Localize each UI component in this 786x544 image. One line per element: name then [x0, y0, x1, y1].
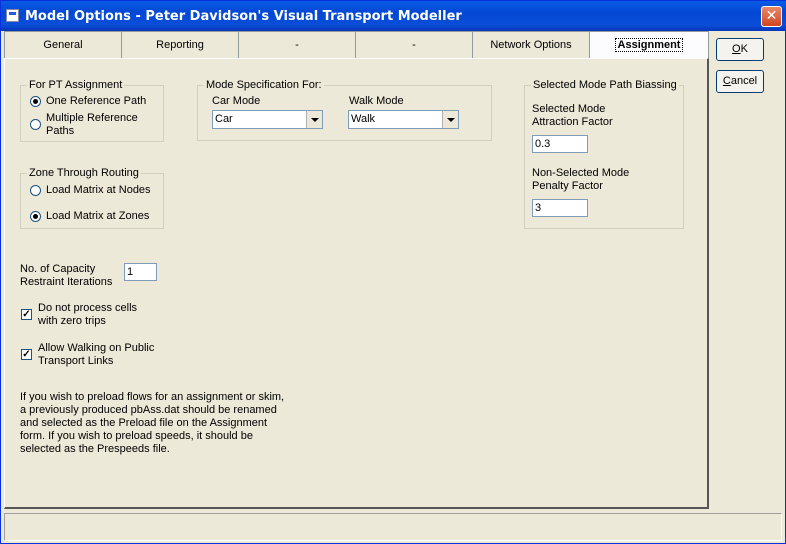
status-bar: [4, 513, 782, 541]
tab-blank-1[interactable]: [238, 31, 356, 59]
attraction-factor-label-2: Attraction Factor: [532, 116, 613, 128]
chevron-down-icon[interactable]: [306, 111, 322, 128]
penalty-factor-input[interactable]: 3: [532, 199, 588, 217]
car-mode-value: Car: [215, 113, 233, 125]
zone-routing-legend: Zone Through Routing: [29, 167, 139, 179]
zero-trips-label-2: with zero trips: [38, 315, 106, 327]
close-icon: ✕: [765, 8, 778, 24]
ok-label: OK: [732, 43, 748, 55]
one-reference-path-label: One Reference Path: [46, 95, 147, 107]
mode-spec-legend: Mode Specification For:: [206, 79, 322, 91]
multiple-reference-paths-radio[interactable]: [30, 119, 41, 130]
capacity-label-1: No. of Capacity: [20, 263, 96, 275]
load-matrix-zones-label: Load Matrix at Zones: [46, 210, 150, 222]
car-mode-select[interactable]: [212, 110, 323, 129]
penalty-factor-label-1: Non-Selected Mode: [532, 167, 630, 179]
zero-trips-label-1: Do not process cells: [38, 302, 138, 314]
tab-label: General: [43, 39, 83, 51]
tab-network-options[interactable]: [472, 31, 590, 59]
walk-mode-label: Walk Mode: [349, 95, 404, 107]
capacity-label-2: Restraint Iterations: [20, 276, 113, 288]
tab-label: Assignment: [615, 38, 684, 52]
attraction-factor-input[interactable]: 0.3: [532, 135, 588, 153]
tab-label: Reporting: [156, 39, 204, 51]
ok-button[interactable]: [716, 38, 764, 61]
penalty-factor-label-2: Penalty Factor: [532, 180, 603, 192]
path-biassing-legend: Selected Mode Path Biassing: [533, 79, 677, 91]
note-line-2: a previously produced pbAss.dat should be renamed: [20, 404, 277, 416]
tab-assignment[interactable]: [589, 31, 709, 59]
cancel-button[interactable]: [716, 70, 764, 93]
load-matrix-nodes-radio[interactable]: [30, 185, 41, 196]
walk-mode-value: Walk: [351, 113, 376, 125]
zero-trips-checkbox[interactable]: [21, 309, 32, 320]
tab-reporting[interactable]: [121, 31, 239, 59]
multiple-reference-paths-label-1: Multiple Reference: [46, 112, 138, 124]
chevron-down-icon[interactable]: [442, 111, 458, 128]
allow-walking-checkbox[interactable]: [21, 349, 32, 360]
note-line-1: If you wish to preload flows for an assignment or skim,: [20, 391, 285, 403]
allow-walking-label-2: Transport Links: [38, 355, 114, 367]
load-matrix-nodes-label: Load Matrix at Nodes: [46, 184, 151, 196]
tab-label: -: [295, 39, 299, 51]
cancel-label: Cancel: [722, 75, 758, 87]
check-icon: ✓: [22, 309, 31, 320]
one-reference-path-radio[interactable]: [30, 96, 41, 107]
attraction-factor-label-1: Selected Mode: [532, 103, 606, 115]
close-button[interactable]: [761, 6, 782, 27]
note-line-5: selected as the Prespeeds file.: [20, 443, 170, 455]
tab-label: Network Options: [490, 39, 572, 51]
note-line-4: form. If you wish to preload speeds, it should be: [20, 430, 253, 442]
capacity-iterations-input[interactable]: 1: [124, 263, 157, 281]
window-title: Model Options - Peter Davidson's Visual Transport Modeller: [25, 9, 462, 24]
tab-label: -: [412, 39, 416, 51]
title-bar[interactable]: [1, 1, 786, 31]
note-line-3: and selected as the Preload file on the Assignment: [20, 417, 268, 429]
multiple-reference-paths-label-2: Paths: [46, 125, 75, 137]
car-mode-label: Car Mode: [212, 95, 261, 107]
load-matrix-zones-radio[interactable]: [30, 211, 41, 222]
check-icon: ✓: [22, 349, 31, 360]
walk-mode-select[interactable]: [348, 110, 459, 129]
tab-general[interactable]: [4, 31, 122, 59]
allow-walking-label-1: Allow Walking on Public: [38, 342, 155, 354]
tab-blank-2[interactable]: [355, 31, 473, 59]
app-icon: [6, 9, 19, 22]
pt-assignment-legend: For PT Assignment: [29, 79, 123, 91]
